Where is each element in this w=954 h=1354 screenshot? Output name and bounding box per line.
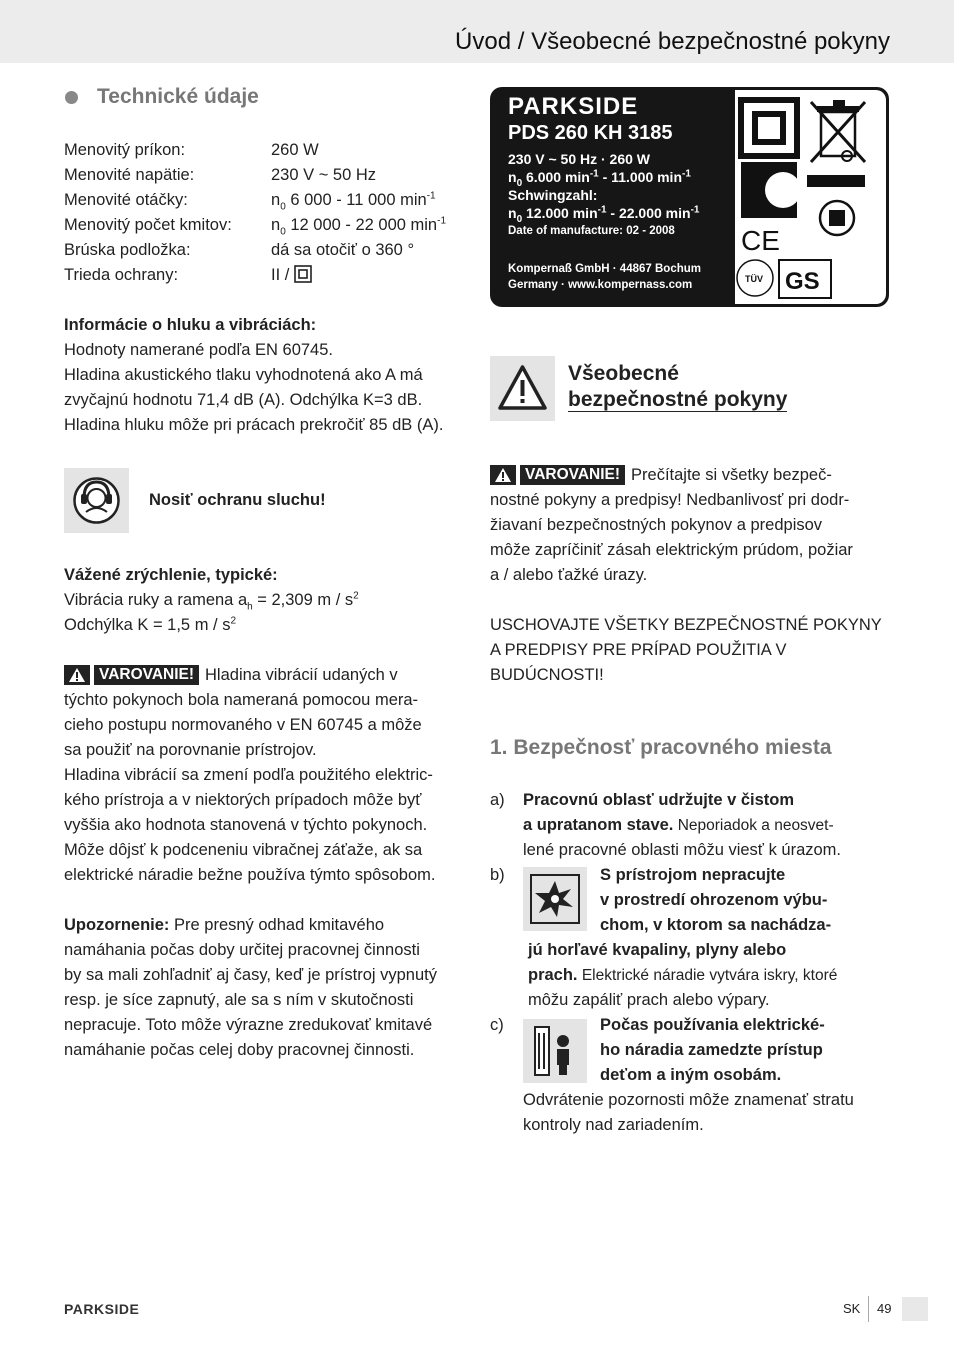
class-ii-icon [741, 100, 797, 156]
accel-heading: Vážené zrýchlenie, typické: [64, 566, 278, 584]
list-text: kontroly nad zariadením. [523, 1116, 704, 1134]
spec-row [64, 213, 474, 238]
warning-line: žiavaní bezpečnostných pokynov a predpisov [490, 516, 823, 534]
svg-text:CE: CE [741, 225, 780, 256]
plate-brand: PARKSIDE [508, 93, 639, 120]
note-line: nepracuje. Toto môže výrazne zredukovať kmitavé [64, 1016, 433, 1034]
warning-line: Môže dôjsť k podceneniu vibračnej záťaže, ak sa [64, 841, 423, 859]
warning-line: vyššia ako hodnota stanovená v týchto pokynoch. [64, 816, 428, 834]
spec-label: Menovitý počet kmitov: [64, 216, 232, 234]
safety-title-line: bezpečnostné pokyny [568, 388, 788, 411]
list-item-b [600, 863, 900, 938]
warning-line: cieho postupu normovaného v EN 60745 a môže [64, 716, 422, 734]
workplace-title: 1. Bezpečnosť pracovného miesta [490, 736, 832, 759]
keep-children-away-icon [523, 1019, 587, 1083]
accel-line: Odchýlka K = 1,5 m / $s^2$ [64, 615, 237, 634]
list-item-c [600, 1013, 900, 1088]
warning-line: nostné pokyny a predpisy! Nedbanlivosť pri dodr- [490, 491, 850, 509]
spec-label: Menovitý príkon: [64, 141, 186, 159]
warning-triangle-icon [490, 465, 516, 485]
list-text: prach. Elektrické náradie vytvára iskry, ktoré [528, 966, 838, 984]
warning-line: a / alebo ťažké úrazy. [490, 566, 648, 584]
plate-line: $n_0$ 6.000 $\min^{-1} - 11.000$ $\min^{-1}$ [508, 168, 691, 189]
plate-line: Schwingzahl: [508, 187, 598, 203]
keep-line: USCHOVAJTE VŠETKY BEZPEČNOSTNÉ POKYNY [490, 616, 882, 634]
safety-warning [490, 463, 910, 588]
noise-line: Hodnoty namerané podľa EN 60745. [64, 341, 333, 359]
footer-tab [902, 1297, 928, 1321]
list-text: a upratanom stave. Neporiadok a neosvet- [523, 816, 834, 834]
spec-row [64, 138, 474, 163]
warning-first-line: VAROVANIE! Prečítajte si všetky bezpeč- [490, 463, 910, 488]
tuv-seal-icon [737, 260, 773, 296]
noise-heading: Informácie o hluku a vibráciách: [64, 316, 317, 334]
plate-line: Kompernaß GmbH · 44867 Bochum [508, 263, 701, 275]
list-text: deťom a iným osobám. [600, 1066, 782, 1084]
spec-label: Menovité napätie: [64, 166, 195, 184]
explosion-hazard-icon [523, 867, 587, 931]
plate-symbols-panel [735, 90, 886, 304]
list-marker: b) [490, 866, 505, 884]
plate-line: Date of manufacture: 02 - 2008 [508, 225, 675, 237]
keep-line: BUDÚCNOSTI! [490, 666, 604, 684]
warning-badge [64, 665, 199, 685]
class-ii-icon [294, 265, 312, 283]
footer-logo: PARKSIDE [64, 1301, 140, 1317]
noise-block [64, 313, 474, 438]
note-line: by sa mali zohľadniť aj časy, keď je prístroj vypnutý [64, 966, 437, 984]
warning-sign-icon [490, 356, 555, 421]
list-text: lené pracovné oblasti môžu viesť k úrazom. [523, 841, 842, 859]
spec-value: dá sa otočiť o 360 ° [271, 241, 415, 259]
section-bullet [65, 91, 78, 104]
list-item-b-cont [528, 938, 908, 1013]
spec-value: 230 V ~ 50 Hz [271, 166, 377, 184]
footer-divider [868, 1296, 869, 1322]
read-manual-icon [820, 201, 854, 235]
list-text: Počas používania elektrické- [600, 1016, 825, 1034]
spec-value: 260 W [271, 141, 319, 159]
list-text: môžu zapáliť prach alebo výpary. [528, 991, 770, 1009]
list-text: Pracovnú oblasť udržujte v čistom [523, 791, 795, 809]
list-text: ho náradia zamedzte prístup [600, 1041, 823, 1059]
warning-line: môže zapríčiniť zásah elektrickým prúdom, požiar [490, 541, 853, 559]
spec-row [64, 263, 474, 288]
ear-protection-text: Nosiť ochranu sluchu! [149, 491, 326, 509]
page-number: 49 [877, 1301, 892, 1316]
plate-line: $n_0$ 12.000 $\min^{-1} - 22.000$ $\min^{-1}$ [508, 204, 700, 225]
warning-line: týchto pokynoch bola nameraná pomocou mera- [64, 691, 419, 709]
svg-text:GS: GS [785, 268, 820, 295]
spec-table [64, 138, 474, 288]
d-mark-icon [741, 162, 801, 218]
note-block [64, 913, 474, 1063]
note-first-line: Upozornenie: Pre presný odhad kmitavého [64, 916, 385, 934]
keep-line: A PREDPISY PRE PRÍPAD POUŽITIA V [490, 641, 787, 659]
accel-line: Vibrácia ruky a ramena $a_h = 2,309$ m / $s^2$ [64, 590, 359, 613]
list-marker: c) [490, 1016, 504, 1034]
spec-row [64, 238, 474, 263]
warning-label: VAROVANIE! [94, 665, 199, 685]
warning-triangle-icon [64, 665, 90, 685]
warning-line: elektrické náradie bežne používa týmto spôsobom. [64, 866, 436, 884]
spec-value: II / [271, 263, 312, 288]
page-title: Úvod / Všeobecné bezpečnostné pokyny [455, 28, 890, 55]
note-line: namáhanie počas celej doby pracovnej činnosti. [64, 1041, 415, 1059]
safety-title [568, 361, 787, 413]
list-text: chom, v ktorom sa nachádza- [600, 916, 832, 934]
spec-row [64, 188, 474, 213]
list-item-a [523, 788, 903, 863]
plate-line: Germany · www.kompernass.com [508, 279, 693, 291]
spec-value: $n_0$ 12 000 - 22 000 $\min^{-1}$ [271, 215, 447, 238]
warning-line: Hladina vibrácií sa zmení podľa použitého elektric- [64, 766, 433, 784]
rating-plate [490, 87, 889, 307]
warning-line: kého prístroja a v niektorých prípadoch môže byť [64, 791, 422, 809]
ce-mark-icon [741, 225, 780, 256]
spec-row [64, 163, 474, 188]
gs-mark-icon [779, 260, 831, 298]
warning-label: VAROVANIE! [520, 465, 625, 485]
footer-language: SK [843, 1301, 861, 1316]
note-line: resp. je síce zapnutý, ale sa s ním v skutočnosti [64, 991, 414, 1009]
tech-title: Technické údaje [97, 85, 259, 108]
warning-first-line: VAROVANIE! Hladina vibrácií udaných v [64, 663, 474, 688]
list-text: jú horľavé kvapaliny, plyny alebo [528, 941, 787, 959]
list-item-c-cont [523, 1088, 903, 1138]
plate-line: 230 V ~ 50 Hz · 260 W [508, 151, 651, 167]
list-marker: a) [490, 791, 505, 809]
weee-bin-icon [807, 100, 865, 187]
list-text: v prostredí ohrozenom výbu- [600, 891, 828, 909]
vibration-warning [64, 663, 474, 888]
spec-label: Brúska podložka: [64, 241, 191, 259]
warning-line: sa použiť na porovnanie prístrojov. [64, 741, 317, 759]
plate-model: PDS 260 KH 3185 [508, 122, 673, 144]
spec-value: $n_0$ 6 000 - 11 000 $\min^{-1}$ [271, 190, 436, 213]
list-text: S prístrojom nepracujte [600, 866, 786, 884]
noise-line: Hladina hluku môže pri prácach prekročiť 85 dB (A). [64, 416, 444, 434]
safety-title-line: Všeobecné [568, 362, 679, 385]
keep-instructions [490, 613, 910, 688]
svg-text:TÜV: TÜV [745, 274, 763, 284]
spec-label: Menovité otáčky: [64, 191, 188, 209]
ear-protection-icon [64, 468, 129, 533]
list-text: Odvrátenie pozornosti môže znamenať stratu [523, 1091, 854, 1109]
accel-block [64, 563, 474, 638]
note-line: namáhania počas doby určitej pracovnej činnosti [64, 941, 420, 959]
noise-line: Hladina akustického tlaku vyhodnotená ako A má [64, 366, 423, 384]
noise-line: zvyčajnú hodnotu 71,4 dB (A). Odchýlka K=3 dB. [64, 391, 423, 409]
warning-badge [490, 465, 625, 485]
spec-label: Trieda ochrany: [64, 266, 179, 284]
